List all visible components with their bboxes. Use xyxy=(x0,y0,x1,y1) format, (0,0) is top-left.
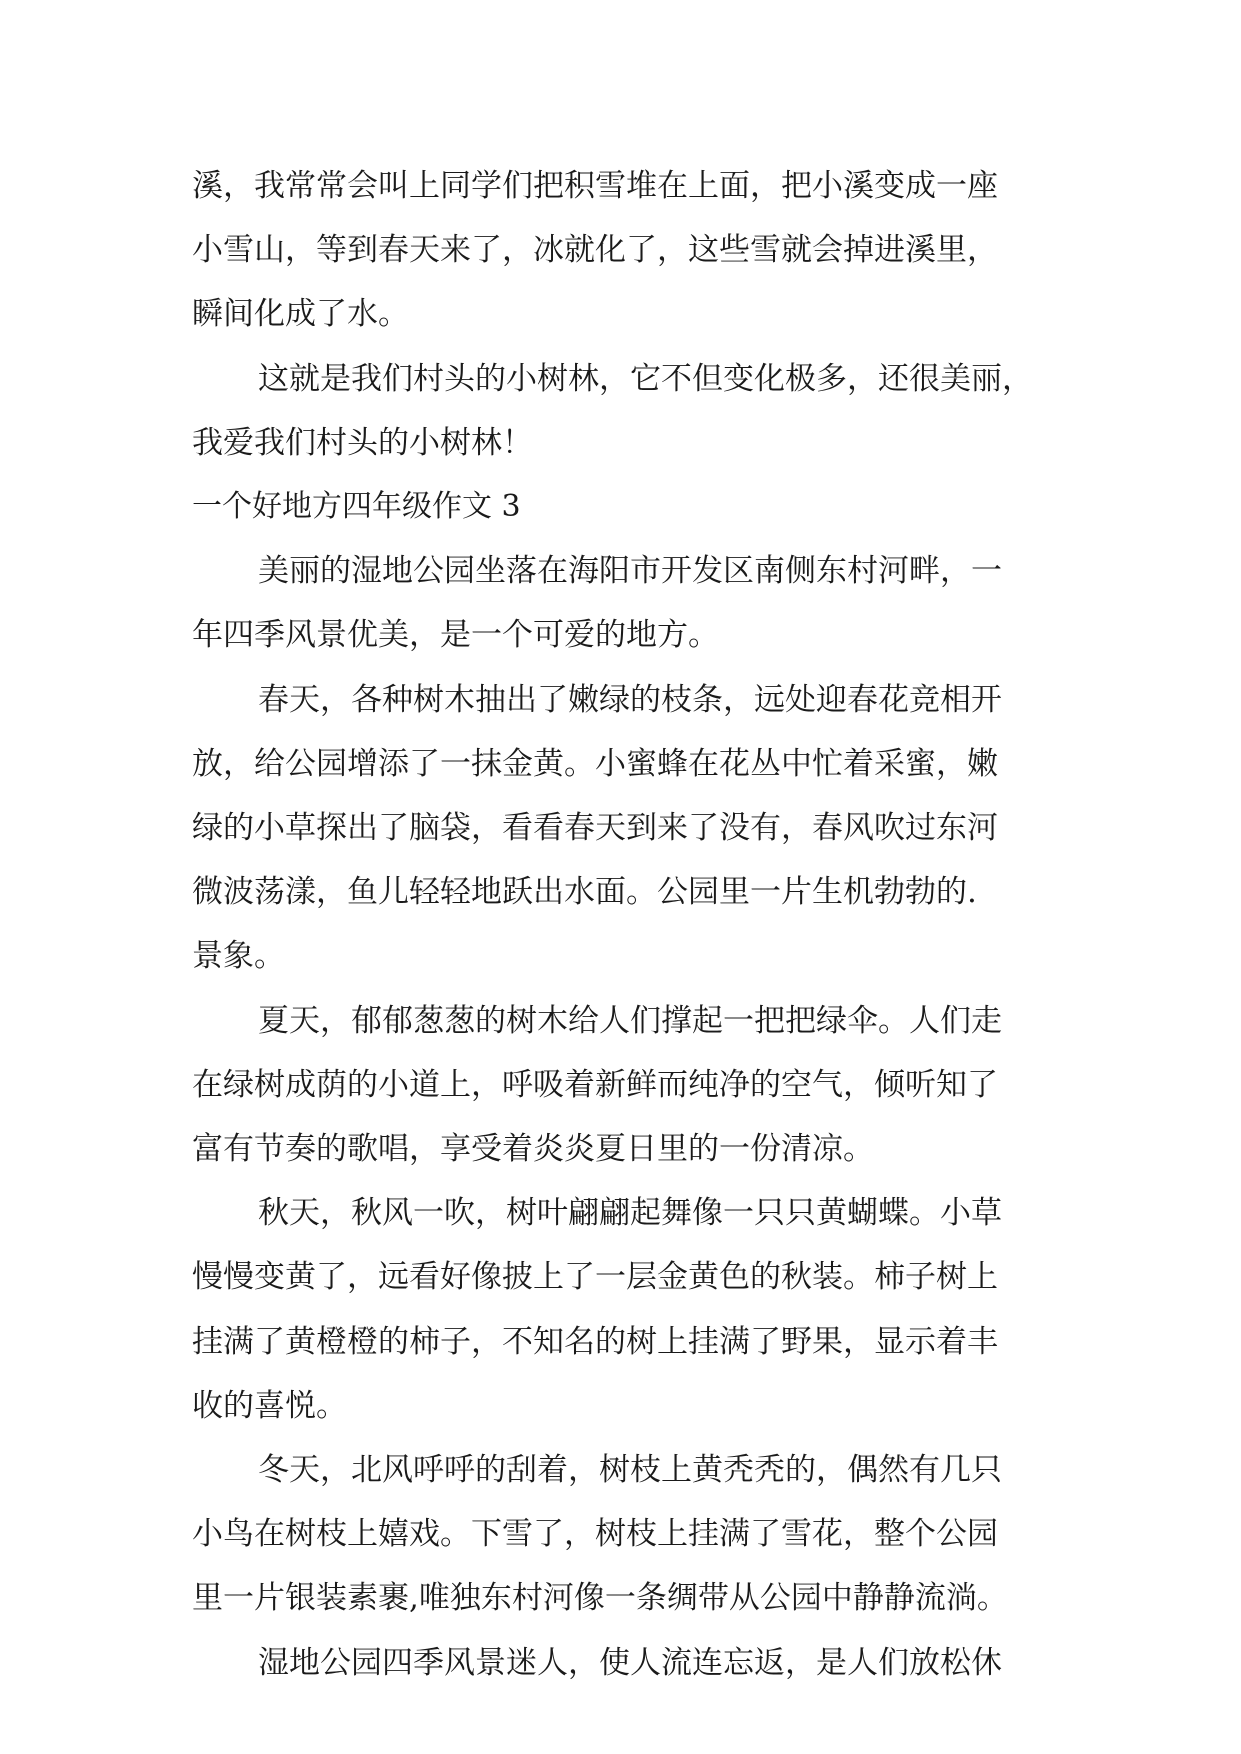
paragraph-start-line: 夏天，郁郁葱葱的树木给人们撑起一把把绿伞。人们走 xyxy=(258,1002,1002,1039)
essay-body xyxy=(192,154,1062,1695)
text-line: 收的喜悦。 xyxy=(192,1387,347,1424)
text-line: 小鸟在树枝上嬉戏。下雪了，树枝上挂满了雪花，整个公园 xyxy=(192,1516,998,1553)
text-line: 在绿树成荫的小道上，呼吸着新鲜而纯净的空气，倾听知了 xyxy=(192,1066,998,1103)
text-line: 瞬间化成了水。 xyxy=(192,296,409,333)
text-line: 年四季风景优美，是一个可爱的地方。 xyxy=(192,617,719,654)
paragraph-start-line: 湿地公园四季风景迷人，使人流连忘返，是人们放松休 xyxy=(258,1644,1002,1681)
text-line: 景象。 xyxy=(192,938,285,975)
text-line: 慢慢变黄了，远看好像披上了一层金黄色的秋装。柿子树上 xyxy=(192,1259,998,1296)
paragraph-start-line: 春天，各种树木抽出了嫩绿的枝条，远处迎春花竞相开 xyxy=(258,681,1002,718)
text-line: 溪，我常常会叫上同学们把积雪堆在上面，把小溪变成一座 xyxy=(192,168,998,204)
text-line: 里一片银装素裹,唯独东村河像一条绸带从公园中静静流淌。 xyxy=(192,1580,1008,1617)
text-line: 小雪山，等到春天来了，冰就化了，这些雪就会掉进溪里， xyxy=(192,232,998,269)
paragraph-start-line: 美丽的湿地公园坐落在海阳市开发区南侧东村河畔，一 xyxy=(258,553,1002,590)
text-line: 我爱我们村头的小树林！ xyxy=(192,424,533,461)
paragraph-start-line: 冬天，北风呼呼的刮着，树枝上黄秃秃的，偶然有几只 xyxy=(258,1452,1002,1489)
text-line: 挂满了黄橙橙的柿子，不知名的树上挂满了野果，显示着丰 xyxy=(192,1323,998,1360)
paragraph-start-line: 秋天，秋风一吹，树叶翩翩起舞像一只只黄蝴蝶。小草 xyxy=(258,1195,1002,1232)
text-line: 绿的小草探出了脑袋，看看春天到来了没有，春风吹过东河 xyxy=(192,810,998,847)
paragraph-start-line: 这就是我们村头的小树林，它不但变化极多，还很美丽， xyxy=(258,360,1033,397)
text-line: 微波荡漾，鱼儿轻轻地跃出水面。公园里一片生机勃勃的. xyxy=(192,874,977,911)
essay-heading: 一个好地方四年级作文 3 xyxy=(192,489,521,525)
text-line: 富有节奏的歌唱，享受着炎炎夏日里的一份清凉。 xyxy=(192,1131,874,1168)
text-line: 放，给公园增添了一抹金黄。小蜜蜂在花丛中忙着采蜜，嫩 xyxy=(192,745,998,782)
